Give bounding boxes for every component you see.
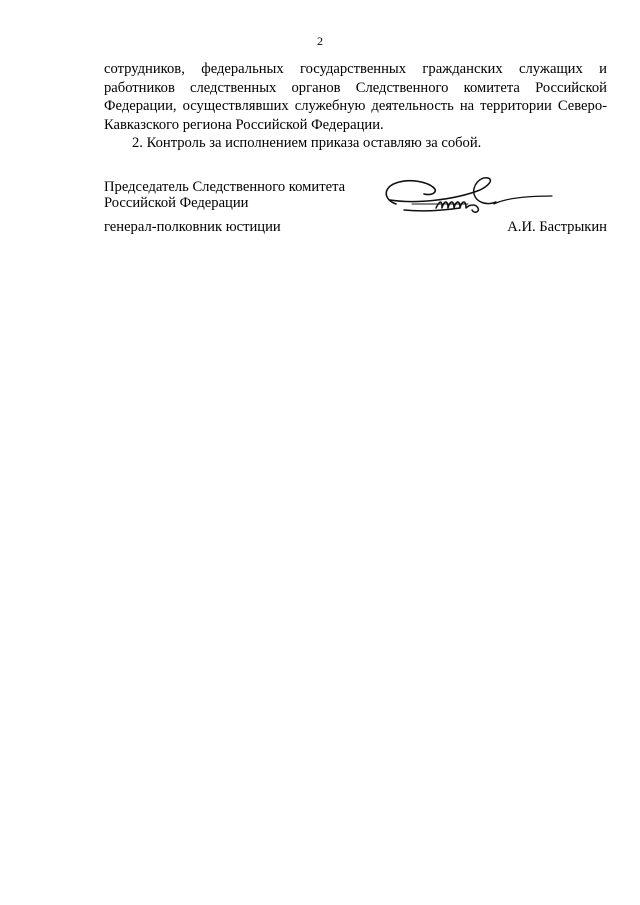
handwritten-signature bbox=[376, 174, 556, 222]
signer-title-line-2: Российской Федерации bbox=[104, 194, 249, 211]
signature-block bbox=[104, 180, 607, 240]
paragraph-item-2: 2. Контроль за исполнением приказа оставляю за собой. bbox=[132, 135, 482, 151]
document-body bbox=[104, 60, 607, 153]
signer-title-line-1: Председатель Следственного комитета bbox=[104, 179, 346, 195]
paragraph-continuation: сотрудников, федеральных государственных гражданских служащих и работников следственных органов Следственного комитета Российской Федерации, осуществлявших служебную деятельность на территории Северо-Кавказского региона Российской Федерации. bbox=[104, 61, 607, 133]
page-number: 2 bbox=[317, 34, 323, 48]
signer-title bbox=[104, 180, 345, 211]
signer-rank: генерал-полковник юстиции bbox=[104, 219, 281, 235]
signer-name: А.И. Бастрыкин bbox=[507, 219, 607, 235]
